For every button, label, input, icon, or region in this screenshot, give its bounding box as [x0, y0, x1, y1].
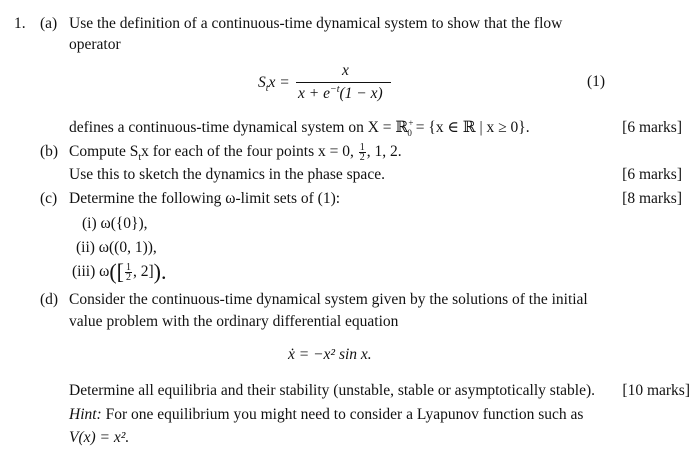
part-a-line3: defines a continuous-time dynamical system on X = ℝ+$_0$ = {x ∈ ℝ | x ≥ 0}.	[69, 117, 530, 139]
part-c-ii: (ii) ω((0, 1)),	[76, 239, 157, 256]
part-d-marks: [10 marks]	[622, 382, 690, 399]
part-d-hint-line2: V(x) = x².	[69, 429, 130, 446]
part-a-marks: [6 marks]	[622, 119, 682, 136]
fraction-half-iii: $\frac{1}{2}$	[125, 262, 131, 283]
part-d-label: (d)	[40, 291, 59, 308]
eq-denominator: $x + e^{-t}(1 - x)$	[298, 83, 383, 102]
part-c-i: (i) ω({0}),	[82, 215, 148, 232]
part-c-iii: (iii) ω([ $\frac{1}{2}$ , 2]).	[72, 259, 167, 285]
part-a-line1: Use the definition of a continuous-time dynamical system to show that the flow	[69, 15, 563, 32]
part-b-line2: Use this to sketch the dynamics in the phase space.	[69, 166, 385, 183]
part-c-line1: Determine the following ω-limit sets of (1):	[69, 190, 341, 207]
part-d-line3: Determine all equilibria and their stability (unstable, stable or asymptotically stable).	[69, 382, 595, 399]
part-a-line2: operator	[69, 36, 121, 53]
part-b-line1: Compute $S_tx$ for each of the four points x = 0, $\frac{1}{2}$ , 1, 2.	[69, 142, 402, 164]
flow-equation	[258, 62, 418, 104]
question-number: 1.	[14, 15, 26, 32]
eq-lhs: $S_tx$ =	[258, 74, 290, 95]
part-d-line1: Consider the continuous-time dynamical system given by the solutions of the initial	[69, 291, 588, 308]
part-c-label: (c)	[40, 190, 58, 207]
part-b-marks: [6 marks]	[622, 166, 682, 183]
part-a-label: (a)	[40, 15, 58, 32]
eq-numerator: x	[342, 62, 349, 79]
part-d-line2: value problem with the ordinary differential equation	[69, 313, 399, 330]
equation-tag: (1)	[587, 73, 606, 90]
part-b-label: (b)	[40, 143, 59, 160]
fraction-bar	[296, 82, 391, 83]
part-c-marks: [8 marks]	[622, 190, 682, 207]
ode-equation: ẋ = −x² sin x.	[288, 346, 372, 363]
part-d-hint: Hint: For one equilibrium you might need to consider a Lyapunov function such as	[69, 406, 584, 423]
fraction-half: $\frac{1}{2}$	[359, 142, 365, 163]
